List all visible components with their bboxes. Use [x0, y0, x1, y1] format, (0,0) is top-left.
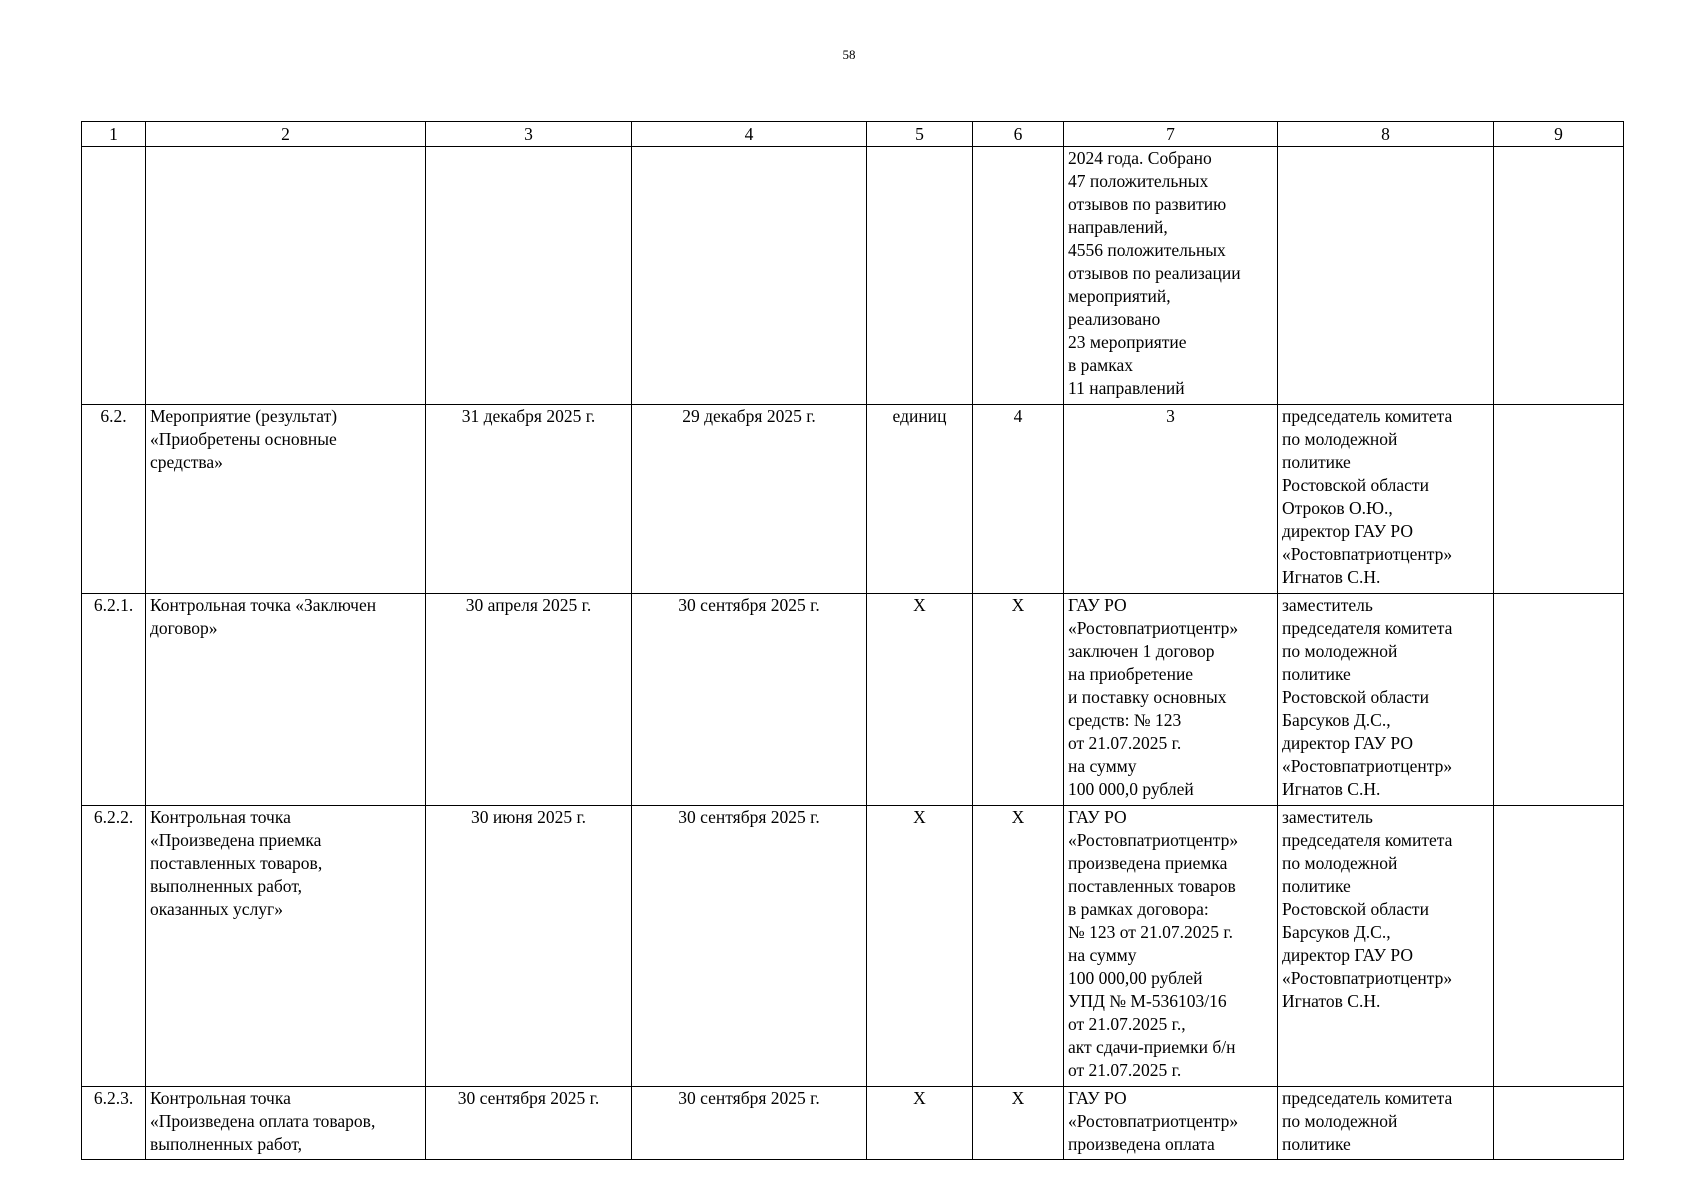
- column-header: 7: [1064, 122, 1278, 147]
- row-name: Контрольная точка «Заключен договор»: [146, 594, 426, 806]
- row-note: [1494, 1087, 1624, 1160]
- row-number: 6.2.: [82, 405, 146, 594]
- row-responsible: заместитель председателя комитета по молодежной политике Ростовской области Барсуков Д.С., директор ГАУ РО «Ростовпатриотцентр» Игнатов С.Н.: [1278, 806, 1494, 1087]
- column-header: 5: [867, 122, 973, 147]
- table-row: [82, 1087, 1624, 1160]
- row-name: [146, 147, 426, 405]
- row-note: [1494, 806, 1624, 1087]
- row-plan-date: [426, 147, 632, 405]
- row-plan-date: 30 сентября 2025 г.: [426, 1087, 632, 1160]
- row-result: ГАУ РО «Ростовпатриотцентр» заключен 1 договор на приобретение и поставку основных средств: № 123 от 21.07.2025 г. на сумму 100 000,0 рублей: [1064, 594, 1278, 806]
- table-row: [82, 806, 1624, 1087]
- report-table: [81, 121, 1624, 1160]
- row-plan-date: 30 июня 2025 г.: [426, 806, 632, 1087]
- row-plan-value: Х: [973, 594, 1064, 806]
- row-responsible: председатель комитета по молодежной политике: [1278, 1087, 1494, 1160]
- row-fact-date: [632, 147, 867, 405]
- table-row: [82, 594, 1624, 806]
- row-name: Контрольная точка «Произведена оплата товаров, выполненных работ,: [146, 1087, 426, 1160]
- row-unit: единиц: [867, 405, 973, 594]
- row-number: [82, 147, 146, 405]
- row-fact-date: 30 сентября 2025 г.: [632, 806, 867, 1087]
- row-responsible: [1278, 147, 1494, 405]
- row-fact-date: 30 сентября 2025 г.: [632, 1087, 867, 1160]
- column-number-header-row: [82, 122, 1624, 147]
- table-row: [82, 405, 1624, 594]
- row-plan-date: 31 декабря 2025 г.: [426, 405, 632, 594]
- column-header: 6: [973, 122, 1064, 147]
- row-result: 3: [1064, 405, 1278, 594]
- row-plan-value: 4: [973, 405, 1064, 594]
- row-responsible: заместитель председателя комитета по молодежной политике Ростовской области Барсуков Д.С., директор ГАУ РО «Ростовпатриотцентр» Игнатов С.Н.: [1278, 594, 1494, 806]
- row-plan-value: Х: [973, 806, 1064, 1087]
- row-unit: Х: [867, 806, 973, 1087]
- row-result: ГАУ РО «Ростовпатриотцентр» произведена приемка поставленных товаров в рамках договора: № 123 от 21.07.2025 г. на сумму 100 000,00 рублей УПД № М-536103/16 от 21.07.2025 г., акт сдачи-приемки б/н от 21.07.2025 г.: [1064, 806, 1278, 1087]
- column-header: 2: [146, 122, 426, 147]
- row-number: 6.2.2.: [82, 806, 146, 1087]
- row-fact-date: 29 декабря 2025 г.: [632, 405, 867, 594]
- row-result: 2024 года. Собрано 47 положительных отзывов по развитию направлений, 4556 положительных отзывов по реализации мероприятий, реализовано 23 мероприятие в рамках 11 направлений: [1064, 147, 1278, 405]
- row-unit: Х: [867, 594, 973, 806]
- row-note: [1494, 594, 1624, 806]
- column-header: 3: [426, 122, 632, 147]
- column-header: 9: [1494, 122, 1624, 147]
- row-fact-date: 30 сентября 2025 г.: [632, 594, 867, 806]
- row-result: ГАУ РО «Ростовпатриотцентр» произведена оплата: [1064, 1087, 1278, 1160]
- column-header: 8: [1278, 122, 1494, 147]
- row-responsible: председатель комитета по молодежной политике Ростовской области Отроков О.Ю., директор ГАУ РО «Ростовпатриотцентр» Игнатов С.Н.: [1278, 405, 1494, 594]
- row-number: 6.2.1.: [82, 594, 146, 806]
- row-name: Контрольная точка «Произведена приемка поставленных товаров, выполненных работ, оказанных услуг»: [146, 806, 426, 1087]
- row-plan-value: [973, 147, 1064, 405]
- row-plan-value: Х: [973, 1087, 1064, 1160]
- row-note: [1494, 405, 1624, 594]
- row-number: 6.2.3.: [82, 1087, 146, 1160]
- row-note: [1494, 147, 1624, 405]
- row-unit: Х: [867, 1087, 973, 1160]
- column-header: 1: [82, 122, 146, 147]
- row-plan-date: 30 апреля 2025 г.: [426, 594, 632, 806]
- row-unit: [867, 147, 973, 405]
- column-header: 4: [632, 122, 867, 147]
- page-number: 58: [842, 47, 856, 62]
- table-row: [82, 147, 1624, 405]
- row-name: Мероприятие (результат) «Приобретены основные средства»: [146, 405, 426, 594]
